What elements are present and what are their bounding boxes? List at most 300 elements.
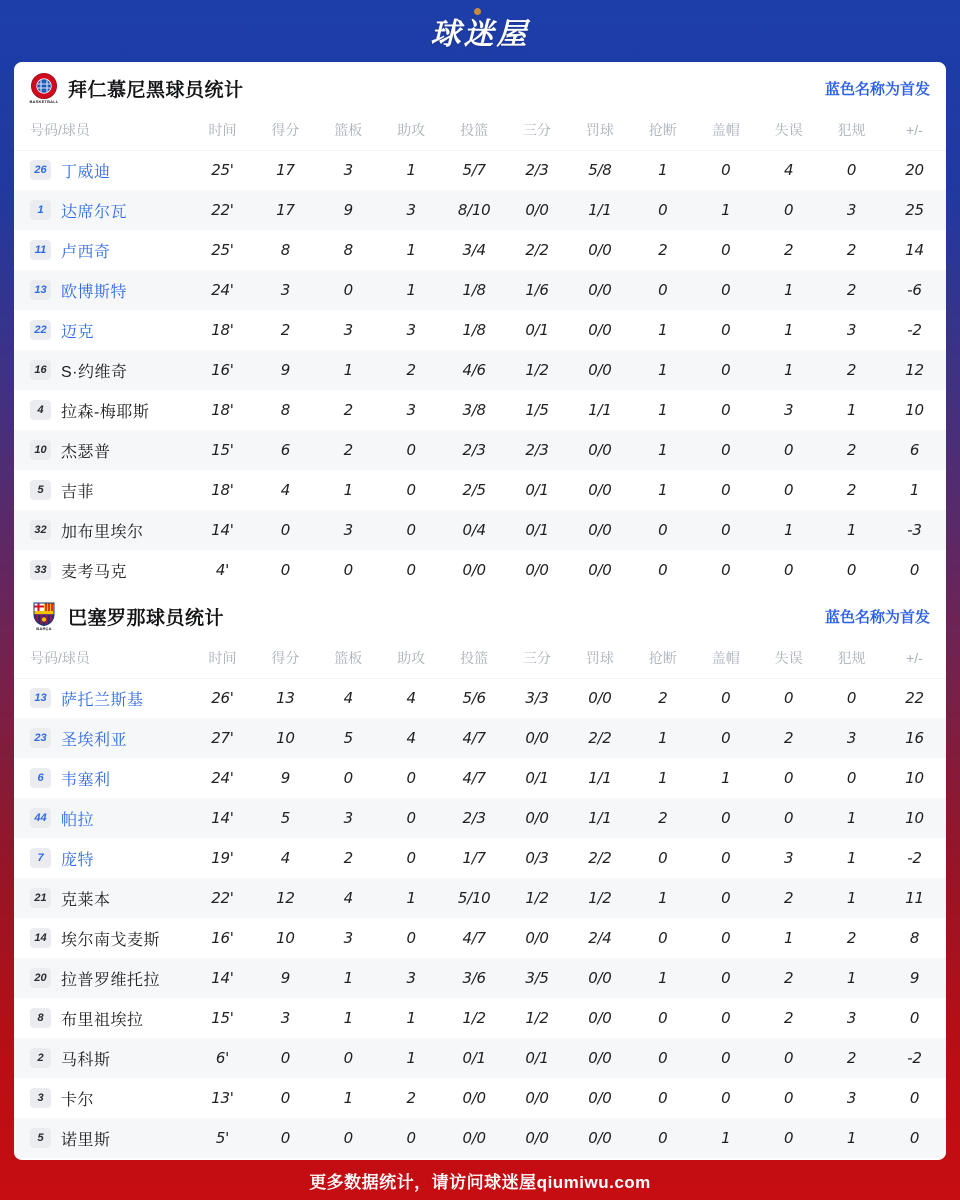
stat-cell: 3/3 [525,689,549,708]
stat-cell: 2/4 [588,929,612,947]
player-row [14,310,946,350]
stat-cell: 0 [721,1049,731,1067]
stat-cell: 0 [658,1009,668,1027]
stat-cell: 22 [905,689,924,708]
stat-cell: 8 [909,929,920,947]
stat-cell: 1 [846,521,857,539]
stat-cell: 1/8 [462,281,486,299]
stat-cell: 3 [783,401,794,419]
stat-cell: 0/4 [462,521,486,539]
player-name: 加布里埃尔 [61,523,144,541]
stat-cell: 2/5 [462,481,486,499]
column-header: 失误 [757,110,820,150]
player-row [14,798,946,838]
stat-cell: 0/0 [525,201,549,219]
stat-cell: 18' [211,481,234,499]
stat-cell: 24' [211,769,234,787]
stat-cell: 0/0 [462,1129,486,1147]
player-cell [14,878,191,918]
column-header: 号码/球员 [14,638,191,678]
column-header: 盖帽 [694,110,757,150]
player-row [14,150,946,190]
stat-cell: 0/1 [525,521,549,539]
stat-cell: 14 [905,241,924,259]
player-row [14,838,946,878]
stat-cell: 0/0 [525,1129,549,1147]
stat-cell: 0 [658,201,668,219]
stat-cell: 17 [276,161,295,180]
stat-cell: 4 [406,729,416,747]
stat-cell: 1 [721,1129,731,1147]
stat-cell: 3/4 [462,241,486,259]
player-cell [14,1078,191,1118]
stat-cell: 0 [658,929,668,947]
stat-cell: 0 [721,401,731,419]
column-header: 号码/球员 [14,110,191,150]
jersey-number-badge: 44 [30,808,51,828]
stat-cell: 1/2 [588,889,612,907]
stat-cell: 4 [343,889,353,907]
stat-cell: 0/0 [588,689,612,708]
stat-cell: 9 [280,361,290,379]
player-row [14,678,946,718]
stat-cell: 1 [783,281,794,299]
stat-cell: 4/7 [462,729,486,747]
stat-cell: 1 [658,321,668,339]
stat-cell: 0/0 [588,441,612,459]
stat-cell: 0 [406,769,416,787]
stat-cell: 0/0 [588,281,612,299]
player-name: 布里祖埃拉 [61,1011,144,1029]
stat-cell: 8 [280,241,290,259]
stat-cell: 9 [343,201,353,219]
stat-cell: 2 [658,809,668,827]
stat-cell: 0/0 [588,561,612,579]
stat-cell: 0 [721,321,731,339]
barca-crest-caption: BARÇA [36,625,52,631]
stat-cell: 1 [343,1089,353,1107]
stat-cell: 1 [406,1049,416,1067]
stat-cell: 0 [721,521,731,539]
stat-cell: 0 [280,1129,290,1147]
stat-cell: 5 [343,729,353,747]
stat-cell: -3 [907,521,922,539]
player-cell [14,718,191,758]
stat-cell: 1 [783,321,794,339]
stat-cell: 8 [343,241,353,259]
stat-cell: 6 [909,441,920,459]
stat-cell: 3 [846,729,857,747]
stat-cell: 0/0 [588,1129,612,1147]
jersey-number-badge: 20 [30,968,51,988]
stat-cell: 3 [343,161,353,180]
bayern-crest-caption: BASKETBALL [29,98,59,104]
stat-cell: 18' [211,401,234,419]
stat-cell: 0 [343,561,353,579]
stat-cell: 1 [406,889,416,907]
stat-cell: 9 [280,769,290,787]
stat-cell: 10 [905,809,924,827]
team-section-bayern [14,62,946,590]
jersey-number-badge: 6 [30,768,51,788]
stat-cell: 1 [658,481,668,499]
player-row [14,878,946,918]
stat-cell: 1/1 [588,201,612,219]
player-cell [14,150,191,190]
stat-cell: 0/0 [525,809,549,827]
jersey-number-badge: 16 [30,360,51,380]
stat-cell: 0/0 [588,241,612,259]
stat-cell: 2 [658,241,668,259]
stat-cell: 5 [280,809,290,827]
stat-cell: 5/6 [462,689,486,708]
stat-cell: 3 [343,809,353,827]
player-cell [14,190,191,230]
section-header [14,62,946,110]
player-row [14,390,946,430]
player-cell [14,270,191,310]
player-row [14,1038,946,1078]
stat-cell: 1/5 [525,401,549,419]
column-header: +/- [883,110,946,150]
stat-cell: 1 [343,481,353,499]
site-logo-text: 球迷屋 [430,18,530,51]
jersey-number-badge: 11 [30,240,51,260]
stat-cell: 20 [905,161,924,180]
stat-cell: 0 [280,1049,290,1067]
column-header: 助攻 [380,110,443,150]
column-header: 抢断 [631,110,694,150]
stat-cell: 0 [406,929,416,947]
stat-cell: 0 [658,521,668,539]
player-row [14,1118,946,1158]
stat-cell: 4/7 [462,769,486,787]
stat-cell: 3 [280,1009,290,1027]
player-name: 拉森-梅耶斯 [61,403,150,421]
column-header: 助攻 [380,638,443,678]
stat-cell: 0 [721,281,731,299]
player-name: 麦考马克 [61,563,128,581]
player-cell [14,998,191,1038]
player-cell [14,390,191,430]
stat-cell: 1 [846,809,857,827]
jersey-number-badge: 7 [30,848,51,868]
stat-cell: 14' [211,521,234,539]
player-row [14,230,946,270]
stat-cell: 25' [211,161,234,180]
stat-cell: 0/3 [525,849,549,867]
stat-cell: 3 [406,201,416,219]
stat-cell: 0/0 [588,521,612,539]
stat-cell: 2 [658,689,668,708]
stat-cell: 0 [783,481,794,499]
stat-cell: 1/2 [525,361,549,379]
player-row [14,430,946,470]
jersey-number-badge: 21 [30,888,51,908]
column-header: 抢断 [631,638,694,678]
stat-cell: 0 [406,441,416,459]
stat-cell: 17 [276,201,295,219]
stat-cell: 1/2 [525,889,549,907]
stat-cell: 0 [783,441,794,459]
player-rows [14,150,946,590]
stat-cell: 2/3 [525,441,549,459]
stat-cell: -2 [907,849,922,867]
stat-cell: 4 [280,481,290,499]
stat-cell: 1 [783,929,794,947]
column-header: 三分 [506,638,569,678]
stat-cell: 0 [783,1049,794,1067]
stat-cell: 1 [658,401,668,419]
stat-cell: 5' [215,1129,229,1147]
stat-cell: 0/0 [588,321,612,339]
stat-cell: 12 [276,889,295,907]
stat-cell: 0 [846,689,857,708]
stat-cell: 0/0 [525,929,549,947]
stat-cell: 12 [905,361,924,379]
stat-cell: 1 [721,201,731,219]
player-row [14,958,946,998]
stat-cell: 0/0 [588,481,612,499]
stat-cell: 2 [846,1049,857,1067]
stat-cell: 0 [783,1129,794,1147]
player-name: 埃尔南戈麦斯 [61,931,161,949]
stat-cell: 2/2 [588,729,612,747]
stat-cell: 1 [721,769,731,787]
stat-cell: 0/1 [462,1049,486,1067]
column-header-row [14,638,946,678]
stat-cell: 4 [343,689,353,708]
stat-cell: 0/0 [525,561,549,579]
stat-cell: 3 [406,401,416,419]
player-name: 拉普罗维托拉 [61,971,161,989]
stat-cell: 2 [343,441,353,459]
stat-cell: 0 [343,769,353,787]
player-name: S·约维奇 [61,363,128,381]
player-cell [14,958,191,998]
player-name: 克莱本 [61,891,111,909]
site-logo [431,9,530,53]
stat-cell: 0/0 [525,729,549,747]
jersey-number-badge: 26 [30,160,51,180]
stat-cell: 0/0 [462,561,486,579]
player-row [14,470,946,510]
stat-cell: 4' [215,561,229,579]
stat-cell: 22' [211,201,234,219]
stat-cell: 0 [658,849,668,867]
column-header: 得分 [254,110,317,150]
stat-cell: 0 [721,849,731,867]
jersey-number-badge: 32 [30,520,51,540]
player-row [14,1078,946,1118]
column-header: 罚球 [568,110,631,150]
column-header: 投篮 [443,110,506,150]
stat-cell: 10 [905,401,924,419]
stat-cell: 3/6 [462,969,486,987]
stat-cell: 0/1 [525,321,549,339]
stat-cell: 13' [211,1089,234,1107]
stat-cell: 2 [846,281,857,299]
stat-cell: 16' [211,929,234,947]
player-name: 丁威迪 [61,163,111,181]
stat-cell: 2/3 [462,809,486,827]
stat-cell: 0 [783,809,794,827]
stat-cell: 15' [211,1009,234,1027]
stat-cell: 0 [280,561,290,579]
player-row [14,190,946,230]
jersey-number-badge: 8 [30,1008,51,1028]
stat-cell: 0 [406,1129,416,1147]
stat-cell: 1 [658,361,668,379]
stat-cell: 0 [406,481,416,499]
player-name: 欧博斯特 [61,283,128,301]
stat-cell: 0 [783,689,794,708]
stat-cell: 1 [909,481,920,499]
stat-cell: 0 [658,1049,668,1067]
stat-cell: 3 [343,929,353,947]
stat-cell: 1 [406,241,416,259]
stat-cell: 1/7 [462,849,486,867]
stat-cell: 3 [343,521,353,539]
stat-cell: -2 [907,321,922,339]
footer-text: 更多数据统计，请访问球迷屋qiumiwu.com [309,1172,651,1192]
stat-cell: 1/2 [525,1009,549,1027]
stat-cell: 6 [280,441,290,459]
stat-cell: 0 [721,161,731,180]
team-section-barcelona [14,590,946,1158]
column-header: 篮板 [317,110,380,150]
stat-cell: 22' [211,889,234,907]
stat-cell: 2 [406,361,416,379]
stat-cell: 0 [658,1089,668,1107]
stat-cell: 1 [846,969,857,987]
stat-cell: 0 [721,241,731,259]
jersey-number-badge: 4 [30,400,51,420]
player-cell [14,918,191,958]
player-cell [14,838,191,878]
stat-cell: 0 [406,809,416,827]
stat-cell: 1 [658,889,668,907]
player-cell [14,310,191,350]
stat-cell: 0/0 [588,1049,612,1067]
player-stats-table [14,638,946,1158]
stat-cell: 16' [211,361,234,379]
stat-cell: 1 [343,1009,353,1027]
stat-cell: 9 [909,969,920,987]
stat-cell: 1 [658,769,668,787]
stat-cell: 11 [905,889,924,907]
stat-cell: 0 [783,201,794,219]
stat-cell: 2 [280,321,290,339]
column-header: 得分 [254,638,317,678]
jersey-number-badge: 5 [30,1128,51,1148]
column-header: 篮板 [317,638,380,678]
stat-cell: 2/2 [525,241,549,259]
stat-cell: 18' [211,321,234,339]
stat-cell: 0 [658,281,668,299]
stat-cell: 0 [658,561,668,579]
stat-cell: 2 [846,241,857,259]
player-cell [14,350,191,390]
column-header: 投篮 [443,638,506,678]
stat-cell: 0 [721,809,731,827]
column-header: 罚球 [568,638,631,678]
player-cell [14,678,191,718]
stat-cell: 3 [406,321,416,339]
column-header: 犯规 [820,110,883,150]
stat-cell: 0 [721,729,731,747]
player-name: 诺里斯 [61,1131,111,1149]
player-stats-table [14,110,946,590]
stat-cell: 3/8 [462,401,486,419]
player-cell [14,798,191,838]
stat-cell: 0/0 [462,1089,486,1107]
stat-cell: 4/7 [462,929,486,947]
stat-cell: 1 [846,849,857,867]
player-name: 吉菲 [61,483,95,501]
stat-cell: 1 [406,281,416,299]
stat-cell: 15' [211,441,234,459]
player-cell [14,1038,191,1078]
stat-cell: 1/6 [525,281,549,299]
stat-cell: 1/1 [588,769,612,787]
jersey-number-badge: 5 [30,480,51,500]
stat-cell: 2 [846,361,857,379]
stat-cell: 10 [276,729,295,747]
player-cell [14,550,191,590]
jersey-number-badge: 1 [30,200,51,220]
column-header-row [14,110,946,150]
stat-cell: 5/10 [457,889,491,907]
stat-cell: 3 [343,321,353,339]
jersey-number-badge: 22 [30,320,51,340]
stat-cell: 1 [846,1129,857,1147]
stat-cell: 25 [905,201,924,219]
stat-cell: 0 [909,1129,920,1147]
column-header: +/- [883,638,946,678]
section-title: 拜仁慕尼黑球员统计 [68,79,244,101]
jersey-number-badge: 23 [30,728,51,748]
stat-cell: 1 [658,161,668,180]
stat-cell: 0 [721,689,731,708]
stat-cell: 3 [783,849,794,867]
stat-cell: 2/2 [588,849,612,867]
player-row [14,918,946,958]
stat-cell: 3 [846,321,857,339]
stat-cell: 24' [211,281,234,299]
player-row [14,998,946,1038]
stat-cell: 3 [846,201,857,219]
player-name: 帕拉 [61,811,95,829]
stat-cell: 1/8 [462,321,486,339]
stat-cell: 2 [783,969,794,987]
player-name: 迈克 [61,323,95,341]
player-name: 萨托兰斯基 [61,691,144,709]
player-cell [14,510,191,550]
player-name: 庞特 [61,851,95,869]
barca-crest-icon [30,602,58,631]
stat-cell: 3 [846,1009,857,1027]
player-rows [14,678,946,1158]
stat-cell: 0 [783,769,794,787]
column-header: 时间 [191,638,254,678]
stat-cell: 1/1 [588,401,612,419]
stat-cell: 2 [783,241,794,259]
stat-cell: 0 [721,481,731,499]
stat-cell: 0 [909,1009,920,1027]
player-name: 韦塞利 [61,771,111,789]
jersey-number-badge: 33 [30,560,51,580]
